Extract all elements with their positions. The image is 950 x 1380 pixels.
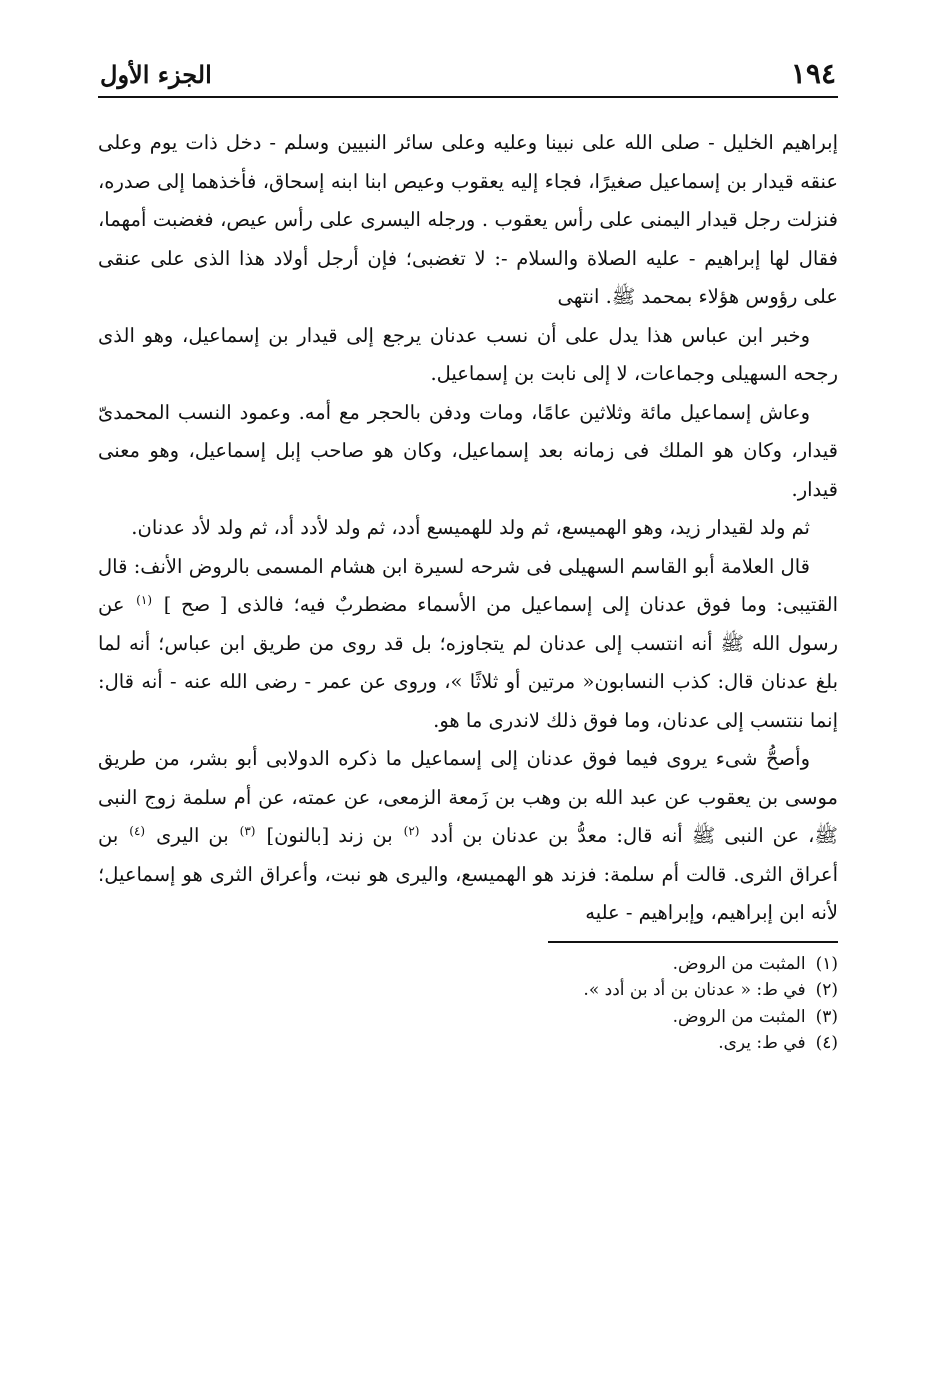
footnote bbox=[98, 1004, 838, 1031]
paragraph-text: بن أعراق الثرى. قالت أم سلمة: فزند هو الهميسع، واليرى هو نبت، وأعراق الثرى هو إسماعيل؛ لأنه ابن إبراهيم، وإبراهيم - عليه bbox=[98, 824, 838, 924]
paragraph bbox=[98, 740, 838, 933]
footnote-number: (٤) bbox=[815, 1033, 838, 1053]
paragraph-text: بن زند [بالنون] bbox=[266, 824, 393, 847]
footnote bbox=[98, 1030, 838, 1057]
footnotes bbox=[98, 951, 838, 1057]
footnote-number: (٢) bbox=[815, 980, 838, 1000]
paragraph: وخبر ابن عباس هذا يدل على أن نسب عدنان يرجع إلى قيدار بن إسماعيل، وهو الذى رجحه السهيلى وجماعات، لا إلى نابت بن إسماعيل. bbox=[98, 323, 838, 385]
page-header bbox=[98, 52, 838, 98]
footnote-text: المثبت من الروض. bbox=[672, 1006, 806, 1027]
paragraph bbox=[98, 548, 838, 741]
footnote-ref: (٤) bbox=[129, 823, 146, 838]
paragraph-text: بن اليرى bbox=[156, 824, 229, 847]
footnote bbox=[98, 951, 838, 978]
book-page bbox=[98, 52, 838, 1057]
paragraph: إبراهيم الخليل - صلى الله على نبينا وعليه وعلى سائر النبيين وسلم - دخل ذات يوم وعلى عنقه قيدار بن إسماعيل صغيرًا، فجاء إليه يعقوب وعيص ابنا ابنه إسحاق، فأخذهما إلى صدره، فنزلت رجل قيدار اليمنى على رأس يعقوب . ورجله اليسرى على رأس عيص، فغضبت أمهما، فقال لها إبراهيم - عليه الصلاة والسلام -: لا تغضبى؛ فإن أرجل أولاد هذا الذى على عنقى على رؤوس هؤلاء بمحمد ﷺ. انتهى bbox=[98, 131, 838, 308]
footnote-divider bbox=[548, 941, 838, 943]
paragraph: ثم ولد لقيدار زيد، وهو الهميسع، ثم ولد للهميسع أدد، ثم ولد لأدد أد، ثم ولد لأد عدنان. bbox=[131, 516, 810, 539]
footnote-text: في ط: يرى. bbox=[718, 1033, 806, 1053]
footnote-number: (١) bbox=[815, 953, 838, 974]
running-title: الجزء الأول bbox=[100, 60, 212, 89]
page-number: ١٩٤ bbox=[790, 57, 836, 90]
main-text bbox=[98, 124, 838, 933]
footnote-number: (٣) bbox=[815, 1006, 838, 1027]
footnote-ref: (٢) bbox=[403, 823, 420, 838]
paragraph-text: قال العلامة أبو القاسم السهيلى فى شرحه لسيرة ابن هشام المسمى بالروض الأنف: قال القتيبى: وما فوق عدنان إلى إسماعيل من الأسماء مضطربٌ فيه؛ فالذى [ صح ] bbox=[98, 554, 838, 616]
footnote bbox=[98, 977, 838, 1004]
footnote-text: المثبت من الروض. bbox=[672, 953, 806, 974]
footnote-ref: (٣) bbox=[239, 823, 256, 838]
paragraph-text: عن رسول الله ﷺ أنه انتسب إلى عدنان لم يتجاوزه؛ بل قد روى من طريق ابن عباس؛ أنه لما بلغ عدنان قال: كذب النسابون« مرتين أو ثلاثًا »، وروى عن عمر - رضى الله عنه - أنه قال: إنما ننتسب إلى عدنان، وما فوق ذلك لاندرى ما هو. bbox=[98, 593, 839, 732]
paragraph: وعاش إسماعيل مائة وثلاثين عامًا، ومات ودفن بالحجر مع أمه. وعمود النسب المحمدىّ قيدار، وكان هو الملك فى زمانه بعد إسماعيل، وكان هو صاحب إبل إسماعيل، وهو معنى قيدار. bbox=[98, 400, 838, 501]
paragraph-text: وأصحُّ شىء يروى فيما فوق عدنان إلى إسماعيل ما ذكره الدولابى أبو بشر، من طريق موسى بن يعقوب عن عبد الله بن وهب بن زَمعة الزمعى، عن عمته، عن أم سلمة زوج النبى ﷺ، عن النبى ﷺ أنه قال: معدُّ بن عدنان بن أدد bbox=[98, 747, 838, 847]
footnote-ref: (١) bbox=[136, 592, 152, 607]
footnote-text: في ط: « عدنان بن أد بن أدد ». bbox=[583, 980, 806, 1000]
